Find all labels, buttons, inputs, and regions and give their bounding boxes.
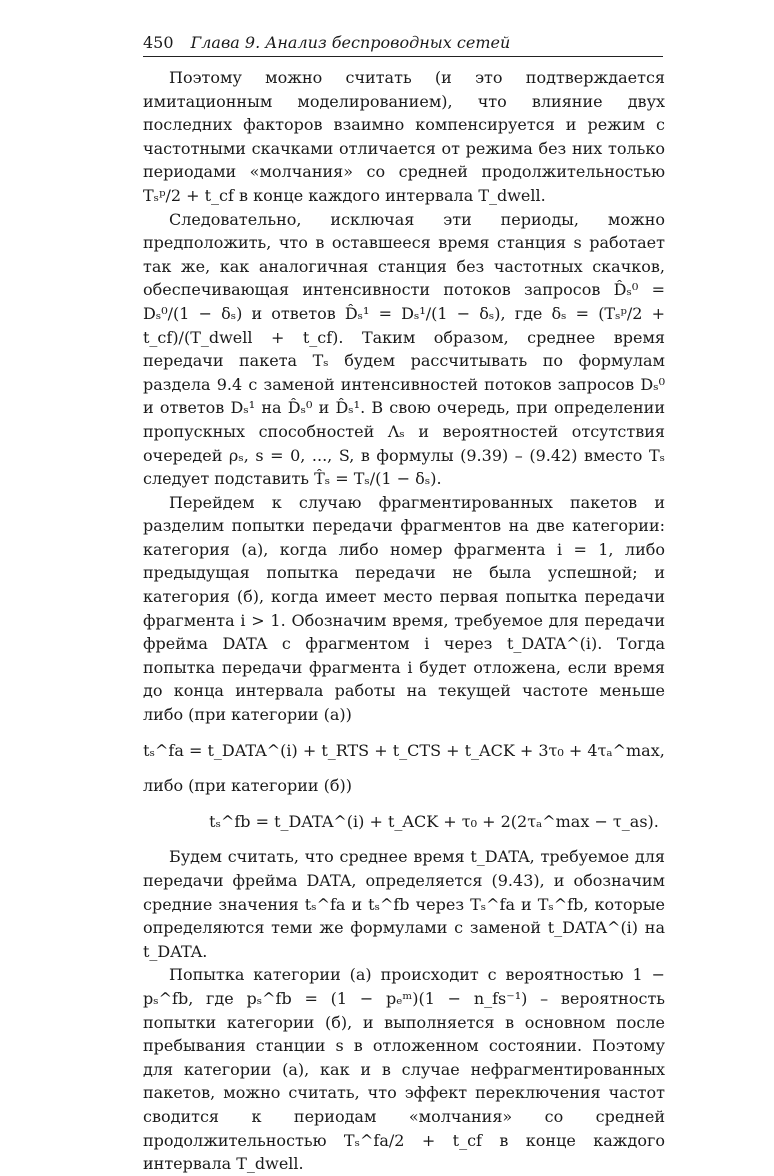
body-text (143, 66, 665, 1176)
chapter-title: Глава 9. Анализ беспроводных сетей (190, 33, 511, 52)
paragraph-5: Будем считать, что среднее время t_DATA, требуемое для передачи фрейма DATA, определяется (9.43), и обозначим средние значения tₛ^fa и tₛ^fb через Tₛ^fa и Tₛ^fb, которые определяются теми же формулами с заменой t_DATA^(i) на t_DATA. (143, 847, 665, 961)
equation-fb: tₛ^fb = t_DATA^(i) + t_ACK + τ₀ + 2(2τₐ^max − τ_as). (209, 811, 659, 831)
paragraph-2: Следовательно, исключая эти периоды, можно предположить, что в оставшееся время станция s работает так же, как аналогичная станция без частотных скачков, обеспечивающая интенсивности потоков запросов D̂ₛ⁰ = Dₛ⁰/(1 − δₛ) и ответов D̂ₛ¹ = Dₛ¹/(1 − δₛ), где δₛ = (Tₛᵖ/2 + t_cf)/(T_dwell + t_cf). Таким образом, среднее время передачи пакета Tₛ будем рассчитывать по формулам раздела 9.4 с заменой интенсивностей потоков запросов Dₛ⁰ и ответов Dₛ¹ на D̂ₛ⁰ и D̂ₛ¹. В свою очередь, при определении пропускных способностей Λₛ и вероятностей отсутствия очередей ρₛ, s = 0, ..., S, в формулы (9.39) – (9.42) вместо Tₛ следует подставить T̂ₛ = Tₛ/(1 − δₛ). (143, 209, 665, 489)
paragraph-3: Перейдем к случаю фрагментированных пакетов и разделим попытки передачи фрагментов на две категории: категория (а), когда либо номер фрагмента i = 1, либо предыдущая попытка передачи не была успешной; и категория (б), когда имеет место первая попытка передачи фрагмента i > 1. Обозначим время, требуемое для передачи фрейма DATA с фрагментом i через t_DATA^(i). Тогда попытка передачи фрагмента i будет отложена, если время до конца интервала работы на текущей частоте меньше либо (при категории (а)) (143, 492, 665, 725)
page-number: 450 (143, 33, 174, 52)
equation-fa: tₛ^fa = t_DATA^(i) + t_RTS + t_CTS + t_ACK + 3τ₀ + 4τₐ^max, (143, 740, 665, 760)
paragraph-1: Поэтому можно считать (и это подтверждается имитационным моделированием), что влияние двух последних факторов взаимно компенсируется и режим с частотными скачками отличается от режима без них только периодами «молчания» со средней продолжительностью Tₛᵖ/2 + t_cf в конце каждого интервала T_dwell. (143, 68, 665, 205)
paragraph-6: Попытка категории (а) происходит с вероятностью 1 − pₛ^fb, где pₛ^fb = (1 − pₑᵐ)(1 − n_fs⁻¹) – вероятность попытки категории (б), и выполняется в основном после пребывания станции s в отложенном состоянии. Поэтому для категории (а), как и в случае нефрагментированных пакетов, можно считать, что эффект переключения частот сводится к периодам «молчания» со средней продолжительностью Tₛ^fa/2 + t_cf в конце каждого интервала T_dwell. (143, 965, 665, 1174)
running-header (143, 33, 663, 57)
paragraph-4: либо (при категории (б)) (143, 776, 352, 796)
